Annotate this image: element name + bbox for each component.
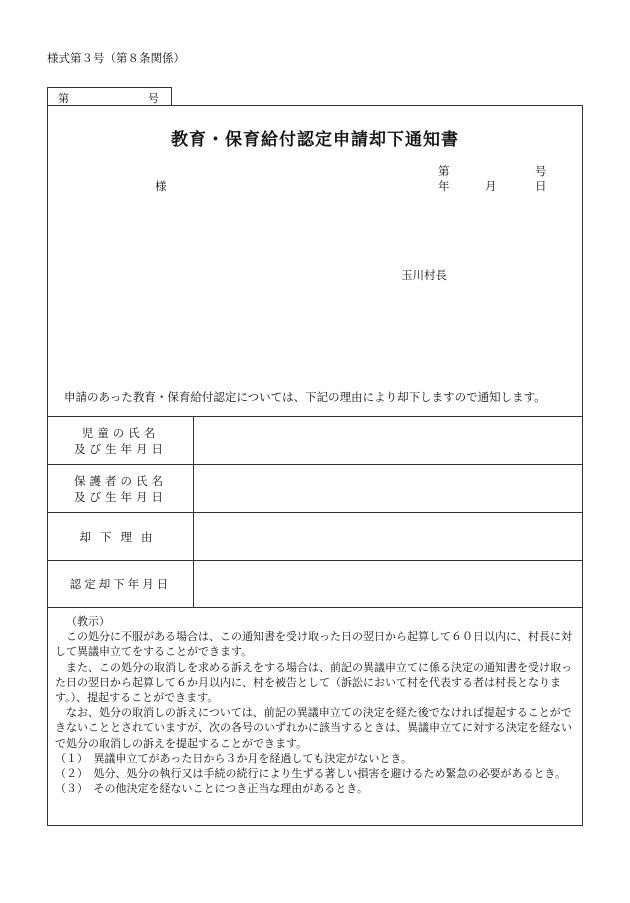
number-box-go: 号 — [148, 92, 159, 105]
notice-paragraph: また、この処分の取消しを求める訴えをする場合は、前記の異議申立てに係る決定の通知書を受け取った日の翌日から起算して６か月以内に、村を被告として（訴訟において村を代表する者は村長となります。）、提起することができます。 — [55, 660, 572, 705]
notice-paragraph: なお、処分の取消しの訴えについては、前記の異議申立ての決定を経た後でなければ提起することができないこととされていますが、次の各号のいずれかに該当するときは、異議申立てに対する決定を経ないで処分の取消しの訴えを提起することができます。 — [55, 706, 572, 750]
notice-item: （２） 処分、処分の執行又は手続の続行により生ずる著しい損害を避けるため緊急の必要があるとき。 — [55, 767, 567, 781]
notice-paragraph: この処分に不服がある場合は、この通知書を受け取った日の翌日から起算して６０日以内に、村長に対して異議申立てをすることができます。 — [55, 630, 572, 659]
notice-heading: （教示） — [66, 615, 110, 628]
issuer-name: 玉川村長 — [401, 268, 447, 282]
child-name-label: 児童の氏名 及び生年月日 — [48, 417, 194, 464]
table-row — [48, 464, 582, 512]
document-title: 教育・保育給付認定申請却下通知書 — [171, 130, 459, 150]
date-year-label: 年 — [438, 179, 450, 193]
table-row — [48, 512, 582, 560]
doc-number-go: 号 — [535, 164, 547, 178]
intro-text: 申請のあった教育・保育給付認定については、下記の理由により却下しますので通知します。 — [64, 390, 546, 404]
table-row — [48, 560, 582, 608]
table-row — [48, 416, 582, 464]
document-number-box — [47, 87, 172, 105]
appeal-notice — [55, 614, 577, 796]
guardian-name-label: 保護者の氏名 及び生年月日 — [48, 465, 194, 512]
notice-form-frame — [47, 105, 583, 826]
number-box-dai: 第 — [58, 92, 69, 105]
rejection-date-label: 認定却下年月日 — [48, 561, 194, 607]
rejection-reason-label: 却下理由 — [48, 513, 194, 560]
form-number: 様式第３号（第８条関係） — [47, 51, 185, 65]
notice-item: （３） その他決定を経ないことにつき正当な理由があるとき。 — [55, 782, 368, 796]
date-month-label: 月 — [485, 179, 497, 193]
addressee-honorific: 様 — [155, 179, 167, 193]
doc-number-dai: 第 — [438, 164, 450, 178]
notice-item: （１） 異議申立てがあった日から３か月を経過しても決定がないとき。 — [55, 751, 412, 765]
date-day-label: 日 — [535, 179, 547, 193]
